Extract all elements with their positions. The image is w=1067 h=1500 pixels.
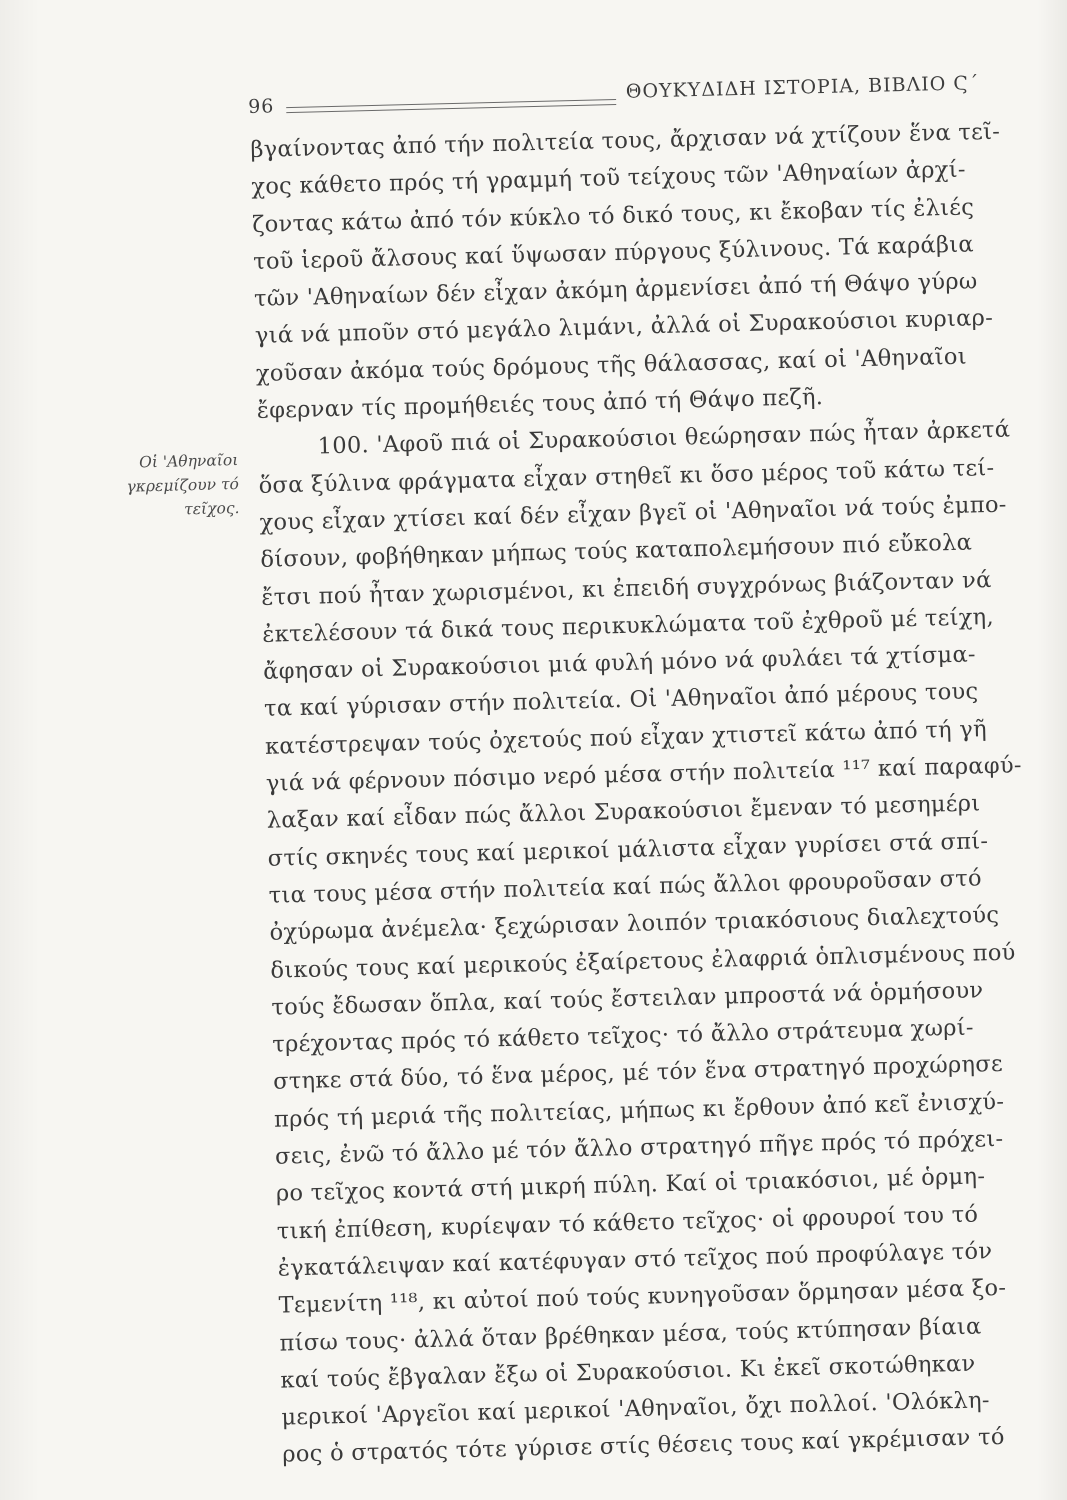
text-line: τούς ἔδωσαν ὅπλα, καί τούς ἔστειλαν μπροστά νά ὁρμήσουν	[271, 977, 984, 1021]
margin-note-line: τεῖχος.	[183, 498, 240, 519]
text-line: βγαίνοντας ἀπό τήν πολιτεία τους, ἄρχισαν νά χτίζουν ἕνα τεῖ-	[250, 118, 1001, 163]
text-line: γιά νά φέρνουν πόσιμο νερό μέσα στήν πολιτεία ¹¹⁷ καί παραφύ-	[265, 752, 1023, 797]
text-line: ὀχύρωμα ἀνέμελα· ξεχώρισαν λοιπόν τριακόσιους διαλεχτούς	[269, 902, 1000, 946]
text-line: ζοντας κάτω ἀπό τόν κύκλο τό δικό τους, κι ἔκοβαν τίς ἐλιές	[251, 193, 975, 238]
text-line: σεις, ἐνῶ τό ἄλλο μέ τόν ἄλλο στρατηγό πῆγε πρός τό πρόχει-	[274, 1125, 1004, 1170]
header-rule	[286, 99, 616, 113]
text-line: στηκε στά δύο, τό ἕνα μέρος, μέ τόν ἕνα στρατηγό προχώρησε	[272, 1051, 1004, 1096]
text-line: ρο τεῖχος κοντά στή μικρή πύλη. Καί οἱ τριακόσιοι, μέ ὁρμη-	[275, 1163, 986, 1207]
text-line: πρός τή μεριά τῆς πολιτείας, μήπως κι ἔρθουν ἀπό κεῖ ἐνισχύ-	[273, 1088, 1005, 1133]
text-line: λαξαν καί εἶδαν πώς ἄλλοι Συρακούσιοι ἔμεναν τό μεσημέρι	[266, 790, 981, 835]
page-number: 96	[247, 95, 275, 118]
paragraph-start-line: 100. 'Αφοῦ πιά οἱ Συρακούσιοι θεώρησαν πώς ἦταν ἀρκετά	[317, 416, 1011, 460]
text-line: ρος ὁ στρατός τότε γύρισε στίς θέσεις τους καί γκρέμισαν τό	[282, 1424, 1005, 1468]
text-line: τική ἐπίθεση, κυρίεψαν τό κάθετο τεῖχος· οἱ φρουροί του τό	[276, 1201, 979, 1245]
text-line: τια τους μέσα στήν πολιτεία καί πώς ἄλλοι φρουροῦσαν στό	[268, 865, 983, 909]
text-line: Τεμενίτη ¹¹⁸, κι αὐτοί πού τούς κυνηγοῦσαν ὅρμησαν μέσα ξο-	[278, 1275, 1007, 1319]
running-header	[248, 63, 1029, 118]
text-line: πίσω τους· ἀλλά ὅταν βρέθηκαν μέσα, τούς κτύπησαν βίαια	[279, 1312, 982, 1357]
text-line: ἐκτελέσουν τά δικά τους περικυκλώματα τοῦ ἐχθροῦ μέ τείχη,	[261, 603, 995, 648]
text-line: τρέχοντας πρός τό κάθετο τεῖχος· τό ἄλλο στράτευμα χωρί-	[271, 1014, 975, 1058]
text-line: τῶν 'Αθηναίων δέν εἶχαν ἀκόμη ἀρμενίσει ἀπό τή Θάψο γύρω	[253, 268, 978, 313]
text-line: χους εἶχαν χτίσει καί δέν εἶχαν βγεῖ οἱ 'Αθηναῖοι νά τούς ἐμπο-	[259, 491, 1007, 536]
text-line: χος κάθετο πρός τή γραμμή τοῦ τείχους τῶν 'Αθηναίων ἀρχί-	[251, 156, 967, 201]
text-line: ὅσα ξύλινα φράγματα εἶχαν στηθεῖ κι ὅσο μέρος τοῦ κάτω τεί-	[258, 454, 995, 499]
text-line: στίς σκηνές τους καί μερικοί μάλιστα εἶχαν γυρίσει στά σπί-	[267, 827, 989, 872]
text-line: δίσουν, φοβήθηκαν μήπως τούς καταπολεμήσουν πιό εὔκολα	[260, 529, 973, 574]
text-line: κατέστρεψαν τούς ὀχετούς πού εἶχαν χτιστεῖ κάτω ἀπό τή γῆ	[264, 715, 988, 760]
text-line: χοῦσαν ἀκόμα τούς δρόμους τῆς θάλασσας, καί οἱ 'Αθηναῖοι	[255, 343, 968, 387]
body-text	[250, 113, 1067, 1475]
margin-note-line: Οἱ 'Αθηναῖοι	[138, 450, 239, 472]
margin-note	[56, 448, 240, 524]
text-line: γιά νά μποῦν στό μεγάλο λιμάνι, ἀλλά οἱ Συρακούσιοι κυριαρ-	[254, 305, 994, 350]
text-line: ἄφησαν οἱ Συρακούσιοι μιά φυλή μόνο νά φυλάει τά χτίσμα-	[262, 641, 977, 685]
text-line: ἐγκατάλειψαν καί κατέφυγαν στό τεῖχος πού προφύλαγε τόν	[277, 1238, 993, 1282]
text-line: τοῦ ἱεροῦ ἄλσους καί ὕψωσαν πύργους ξύλινους. Τά καράβια	[252, 231, 975, 275]
running-title: ΘΟΥΚΥΔΙΔΗ ΙΣΤΟΡΙΑ, ΒΙΒΛΙΟ Ϛ΄	[625, 72, 980, 103]
text-line: τα καί γύρισαν στήν πολιτεία. Οἱ 'Αθηναῖοι ἀπό μέρους τους	[263, 678, 979, 723]
text-line: καί τούς ἔβγαλαν ἔξω οἱ Συρακούσιοι. Κι ἐκεῖ σκοτώθηκαν	[280, 1350, 976, 1394]
text-line: μερικοί 'Αργεῖοι καί μερικοί 'Αθηναῖοι, ὄχι πολλοί. 'Ολόκλη-	[281, 1387, 991, 1431]
margin-note-line: γκρεμίζουν τό	[126, 474, 240, 496]
text-line: ἔφερναν τίς προμήθειές τους ἀπό τή Θάψο πεζῆ.	[256, 384, 824, 424]
text-line: ἔτσι πού ἦταν χωρισμένοι, κι ἐπειδή συγχρόνως βιάζονταν νά	[261, 566, 992, 611]
text-line: δικούς τους καί μερικούς ἐξαίρετους ἐλαφριά ὁπλισμένους πού	[270, 939, 1016, 984]
